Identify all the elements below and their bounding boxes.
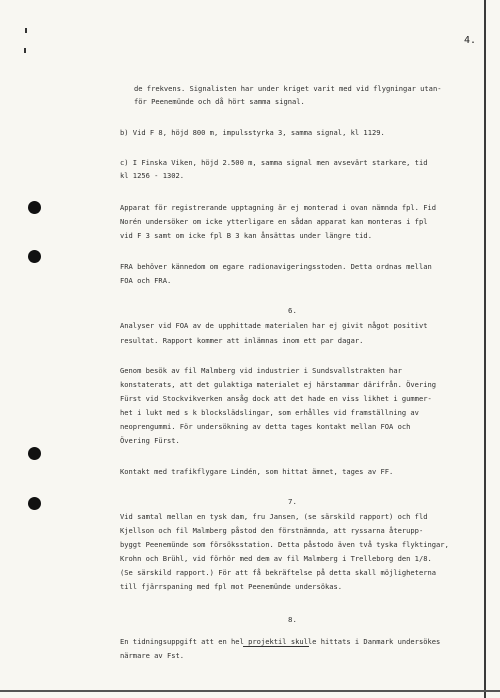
text-line: konstaterats, att det gulaktiga materialet ej härstammar därifrån. Övering <box>120 380 437 389</box>
text-line: till fjärrspaning med fpl mot Peenemünde undersökas. <box>120 582 343 591</box>
text-line: neoprengummi. För undersökning av detta tages kontakt mellan FOA och <box>120 422 411 431</box>
scan-border-bottom <box>0 690 500 692</box>
text-line: Krohn och Brühl, vid förhör med dem av fil Malmberg i Trelleborg den 1/8. <box>120 554 432 563</box>
text-line: het i lukt med s k blockslädslingar, som erhålles vid framställning av <box>120 408 419 417</box>
text-line: Norén undersöker om icke ytterligare en sådan apparat kan monteras i fpl <box>120 217 428 226</box>
text-line: En tidningsuppgift att en hel projektil skulle hittats i Danmark undersökes <box>120 637 441 646</box>
section-number: 8. <box>288 615 297 624</box>
text-line: b) Vid F 8, höjd 800 m, impulsstyrka 3, samma signal, kl 1129. <box>120 128 385 137</box>
text-line: de frekvens. Signalisten har under kriget varit med vid flygningar utan- <box>134 84 442 93</box>
text-line: c) I Finska Viken, höjd 2.500 m, samma signal men avsevärt starkare, tid <box>120 158 428 167</box>
page-number: 4. <box>464 35 477 46</box>
text-line: vid F 3 samt om icke fpl B 3 kan ånsättas under längre tid. <box>120 231 372 240</box>
text-line: Övering Fürst. <box>120 436 180 445</box>
punch-hole <box>28 250 41 263</box>
punch-hole <box>28 497 41 510</box>
text-line: Apparat för registrerande upptagning är ej monterad i ovan nämnda fpl. Fid <box>120 203 437 212</box>
punch-hole <box>28 447 41 460</box>
text-line: Kontakt med trafikflygare Lindén, som hittat ämnet, tages av FF. <box>120 467 394 476</box>
text-line: för Peenemünde och då hört samma signal. <box>134 97 305 106</box>
text-line: byggt Peenemünde som försöksstation. Detta påstodo även två tyska flyktingar, <box>120 540 449 549</box>
text-line: (Se särskild rapport.) För att få bekräftelse på detta skall möjligheterna <box>120 568 437 577</box>
text-line: Kjellson och fil Malmberg påstod den förstnämnda, att ryssarna återupp- <box>120 526 424 535</box>
text-line: Analyser vid FOA av de upphittade materialen har ej givit något positivt <box>120 321 428 330</box>
text-line: resultat. Rapport kommer att inlämnas inom ett par dagar. <box>120 336 364 345</box>
text-line: Fürst vid Stockvikverken ansåg dock att det hade en viss likhet i gummer- <box>120 394 432 403</box>
handwritten-underline <box>243 646 309 647</box>
text-line: Vid samtal mellan en tysk dam, fru Jansen, (se särskild rapport) och fld <box>120 512 428 521</box>
punch-hole <box>28 201 41 214</box>
scan-mark <box>25 28 27 33</box>
section-number: 7. <box>288 497 297 506</box>
scan-border-right <box>484 0 486 698</box>
text-line: FRA behöver kännedom om egare radionavigeringsstoden. Detta ordnas mellan <box>120 262 432 271</box>
text-line: Genom besök av fil Malmberg vid industrier i Sundsvallstrakten har <box>120 366 402 375</box>
text-line: FOA och FRA. <box>120 276 172 285</box>
text-line: närmare av Fst. <box>120 651 185 660</box>
scan-mark <box>24 48 26 53</box>
section-number: 6. <box>288 306 297 315</box>
text-line: kl 1256 - 1302. <box>120 171 185 180</box>
